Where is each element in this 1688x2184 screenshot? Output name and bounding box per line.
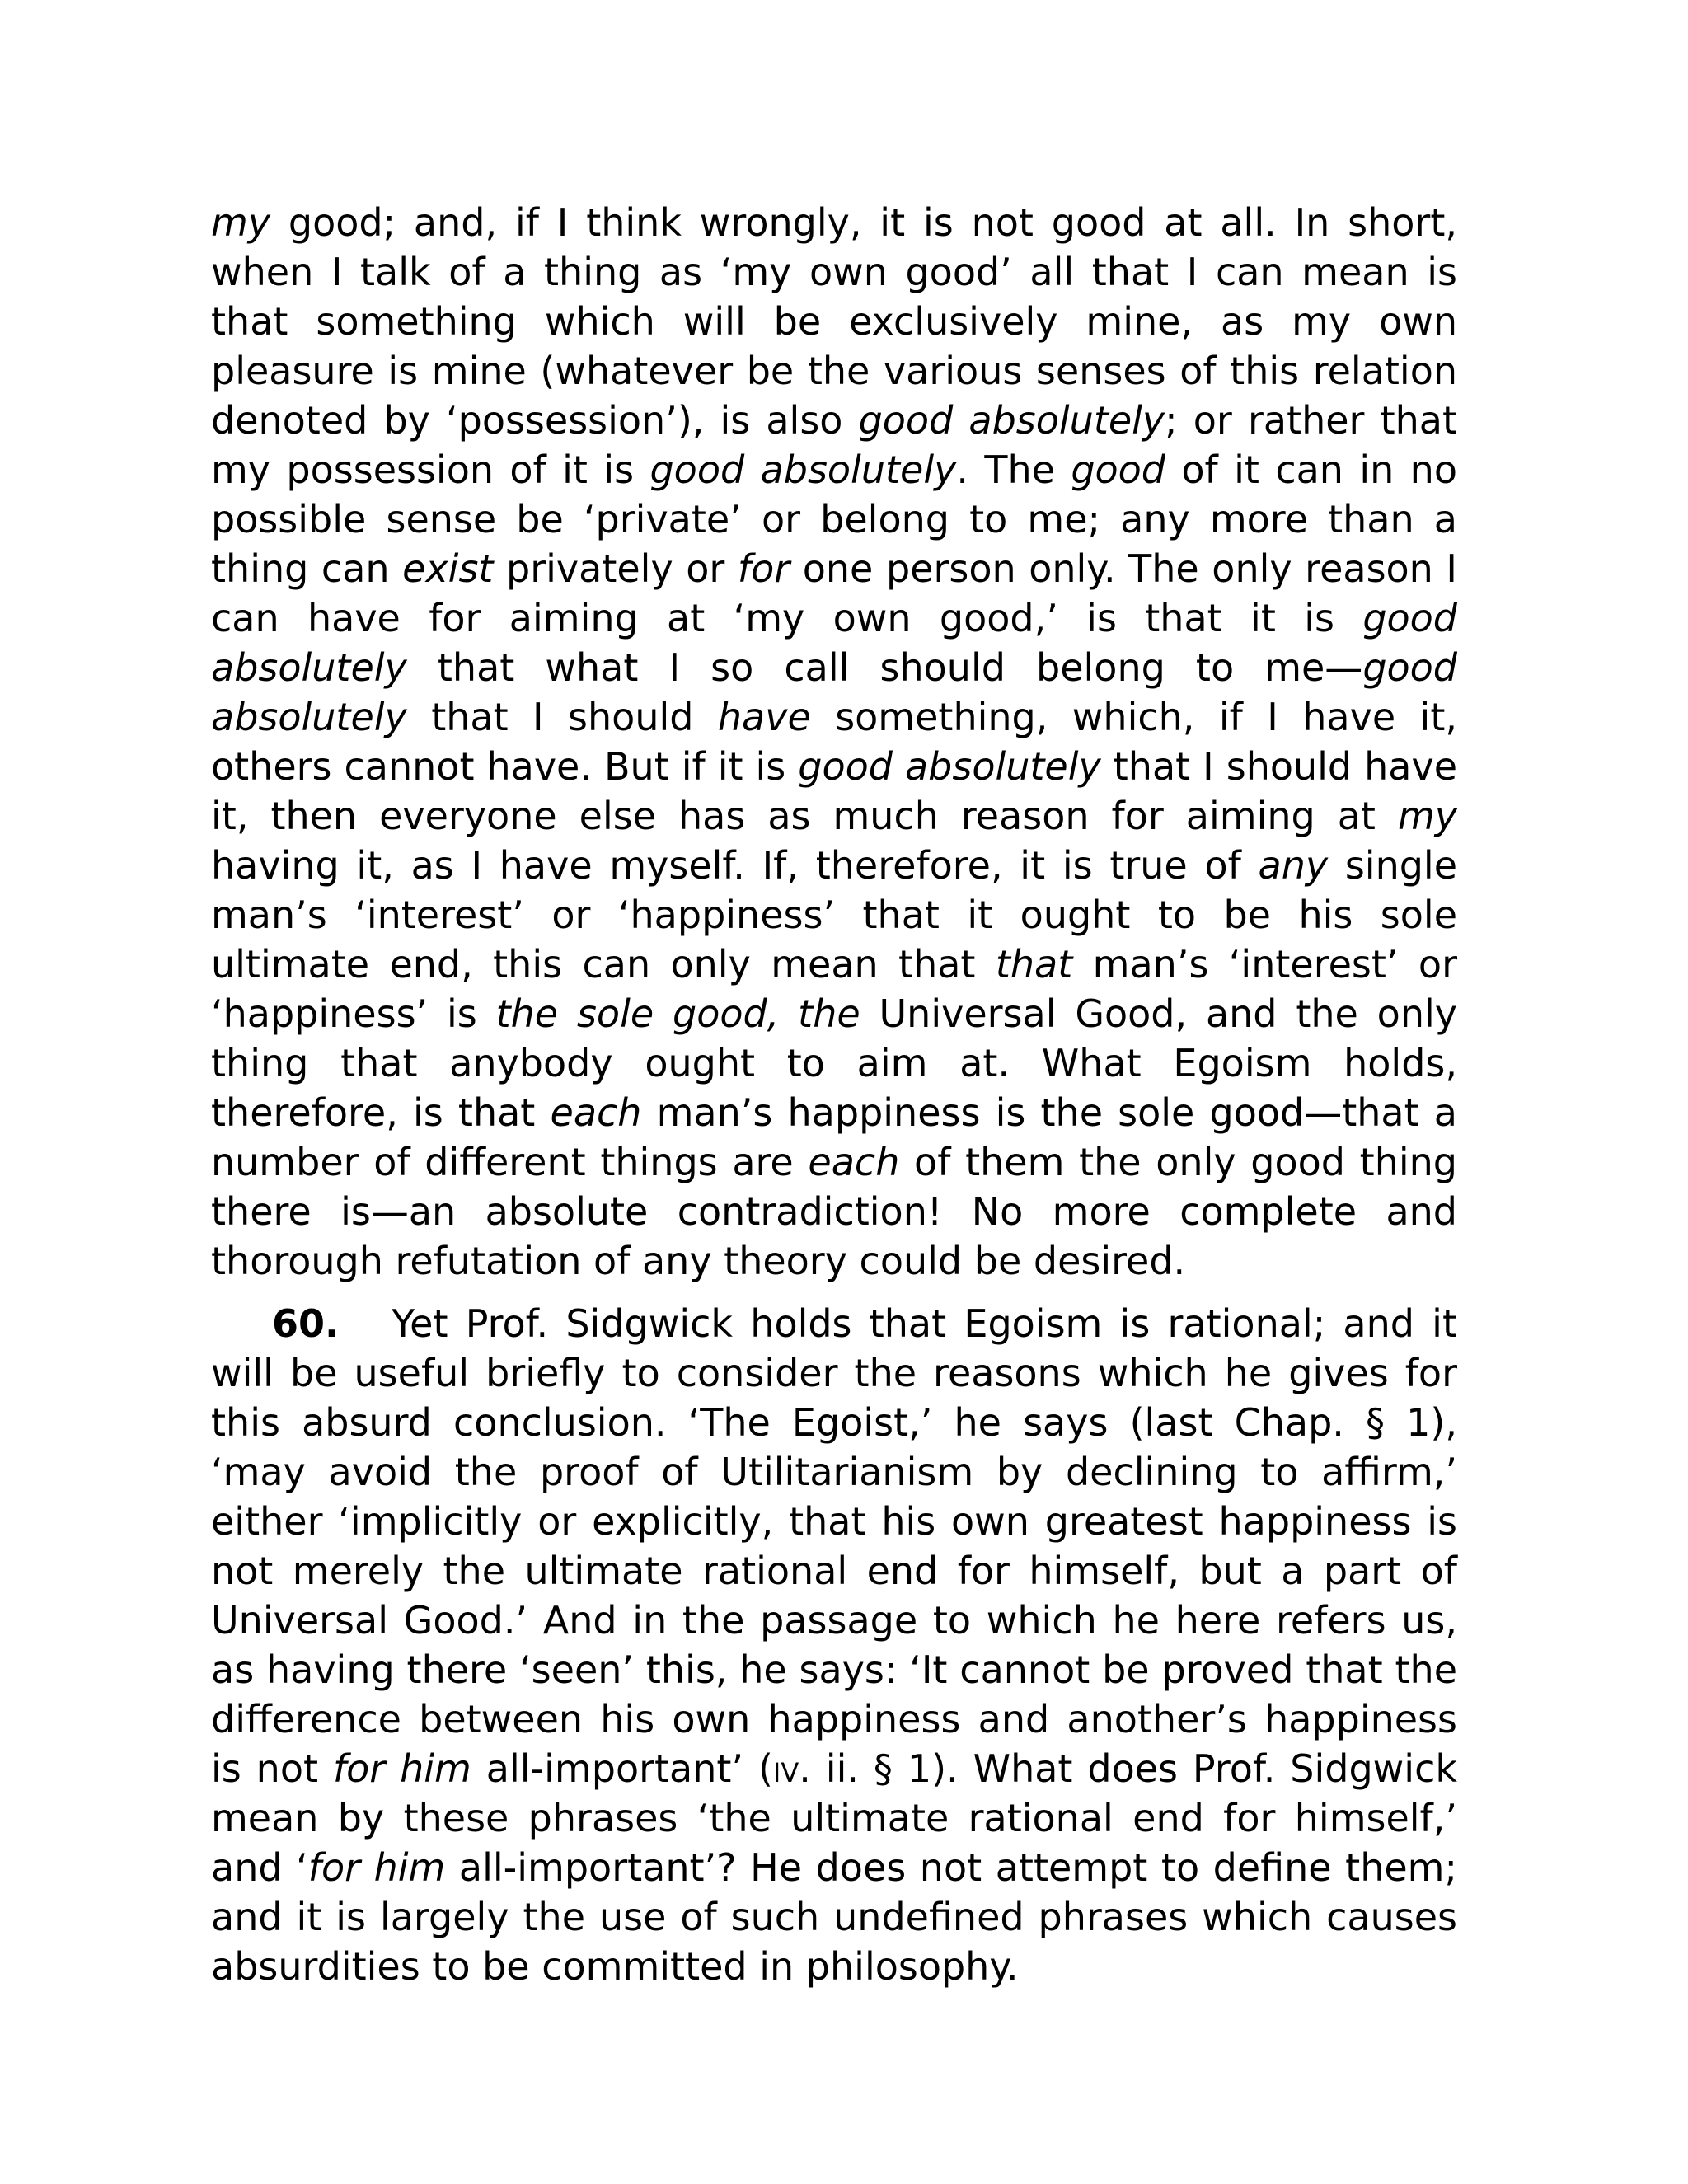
text-run: good absolutely (798, 744, 1101, 789)
text-run: good (1071, 448, 1165, 492)
text-run: each (808, 1140, 900, 1184)
text-run: single man’s ‘interest’ or ‘happiness’ that it ought to be his sole ultimate end, this can only mean that (211, 843, 1457, 987)
text-run: for (737, 546, 790, 591)
text-run: privately or (493, 546, 738, 591)
text-run: ; or rather that my possession of it is (211, 398, 1457, 492)
text-run: good; and, if I think wrongly, it is not good at all. In short, when I talk of a thing as ‘my own good’ all that I can mean is that something which will be exclusively mine, as my own pleasure is mine (whatever be the various senses of this relation denoted by ‘possession’), is also (211, 200, 1457, 443)
text-run: having it, as I have myself. If, therefore, it is true of (211, 843, 1259, 888)
section-number: 60. (272, 1301, 340, 1346)
text-run: all-important’? He does not attempt to define them; and it is largely the use of such undefined phrases which causes absurdities to be committed in philosophy. (211, 1845, 1457, 1989)
text-run: Universal Good, and the only thing that anybody ought to aim at. What Egoism holds, therefore, is that (211, 991, 1457, 1135)
text-run: that I should have it, then everyone else has as much reason for aiming at (211, 744, 1458, 838)
page-body (211, 198, 1470, 1991)
paragraph-1 (211, 198, 1457, 1286)
text-run: man’s ‘interest’ or ‘happiness’ is (211, 942, 1457, 1036)
text-run: something, which, if I have it, others cannot have. But if it is (211, 695, 1457, 789)
text-run: for him (307, 1845, 446, 1890)
text-run: my (211, 200, 271, 245)
text-run: that (995, 942, 1073, 987)
paragraph-2 (211, 1299, 1470, 1991)
text-run: ii. § 1). What does Prof. Sidgwick mean by these phrases ‘the ultimate rational end for himself,’ and ‘ (211, 1746, 1458, 1890)
text-run: good absolutely (649, 448, 957, 492)
text-run: of it can in no possible sense be ‘private’ or belong to me; any more than a thing can (211, 448, 1457, 591)
text-run: . The (956, 448, 1071, 492)
text-run: Yet Prof. Sidgwick holds that Egoism is rational; and it will be useful briefly to consider the reasons which he gives for this absurd conclusion. ‘The Egoist,’ he says (last Chap. § 1), ‘may avoid the proof of Utilitarianism by declining to affirm,’ either ‘implicitly or explicitly, that his own greatest happiness is not merely the ultimate rational end for himself, but a part of Universal Good.’ And in the passage to which he here refers us, as having there ‘seen’ this, he says: ‘It cannot be proved that the difference between his own happiness and another’s happiness is not (211, 1301, 1470, 1791)
text-run: iv. (772, 1746, 811, 1791)
text-run: good absolutely (211, 596, 1457, 690)
text-run: that I should (406, 695, 718, 739)
text-run: exist (402, 546, 494, 591)
text-run: for him (332, 1746, 471, 1791)
text-run: of them the only good thing there is—an absolute contradiction! No more complete and thorough refutation of any theory could be desired. (211, 1140, 1457, 1283)
text-run: any (1258, 843, 1329, 888)
text-run: all-important’ ( (471, 1746, 773, 1791)
text-run: each (550, 1090, 642, 1135)
text-run: my (1397, 794, 1457, 838)
text-run: that what I so call should belong to me— (406, 645, 1363, 690)
text-run: the sole good, the (495, 991, 860, 1036)
text-run: have (717, 695, 811, 739)
text-run: man’s happiness is the sole good—that a number of different things are (211, 1090, 1457, 1184)
text-run: good absolutely (211, 645, 1457, 739)
text-run: one person only. The only reason I can have for aiming at ‘my own good,’ is that it is (211, 546, 1457, 640)
text-run: good absolutely (858, 398, 1165, 443)
